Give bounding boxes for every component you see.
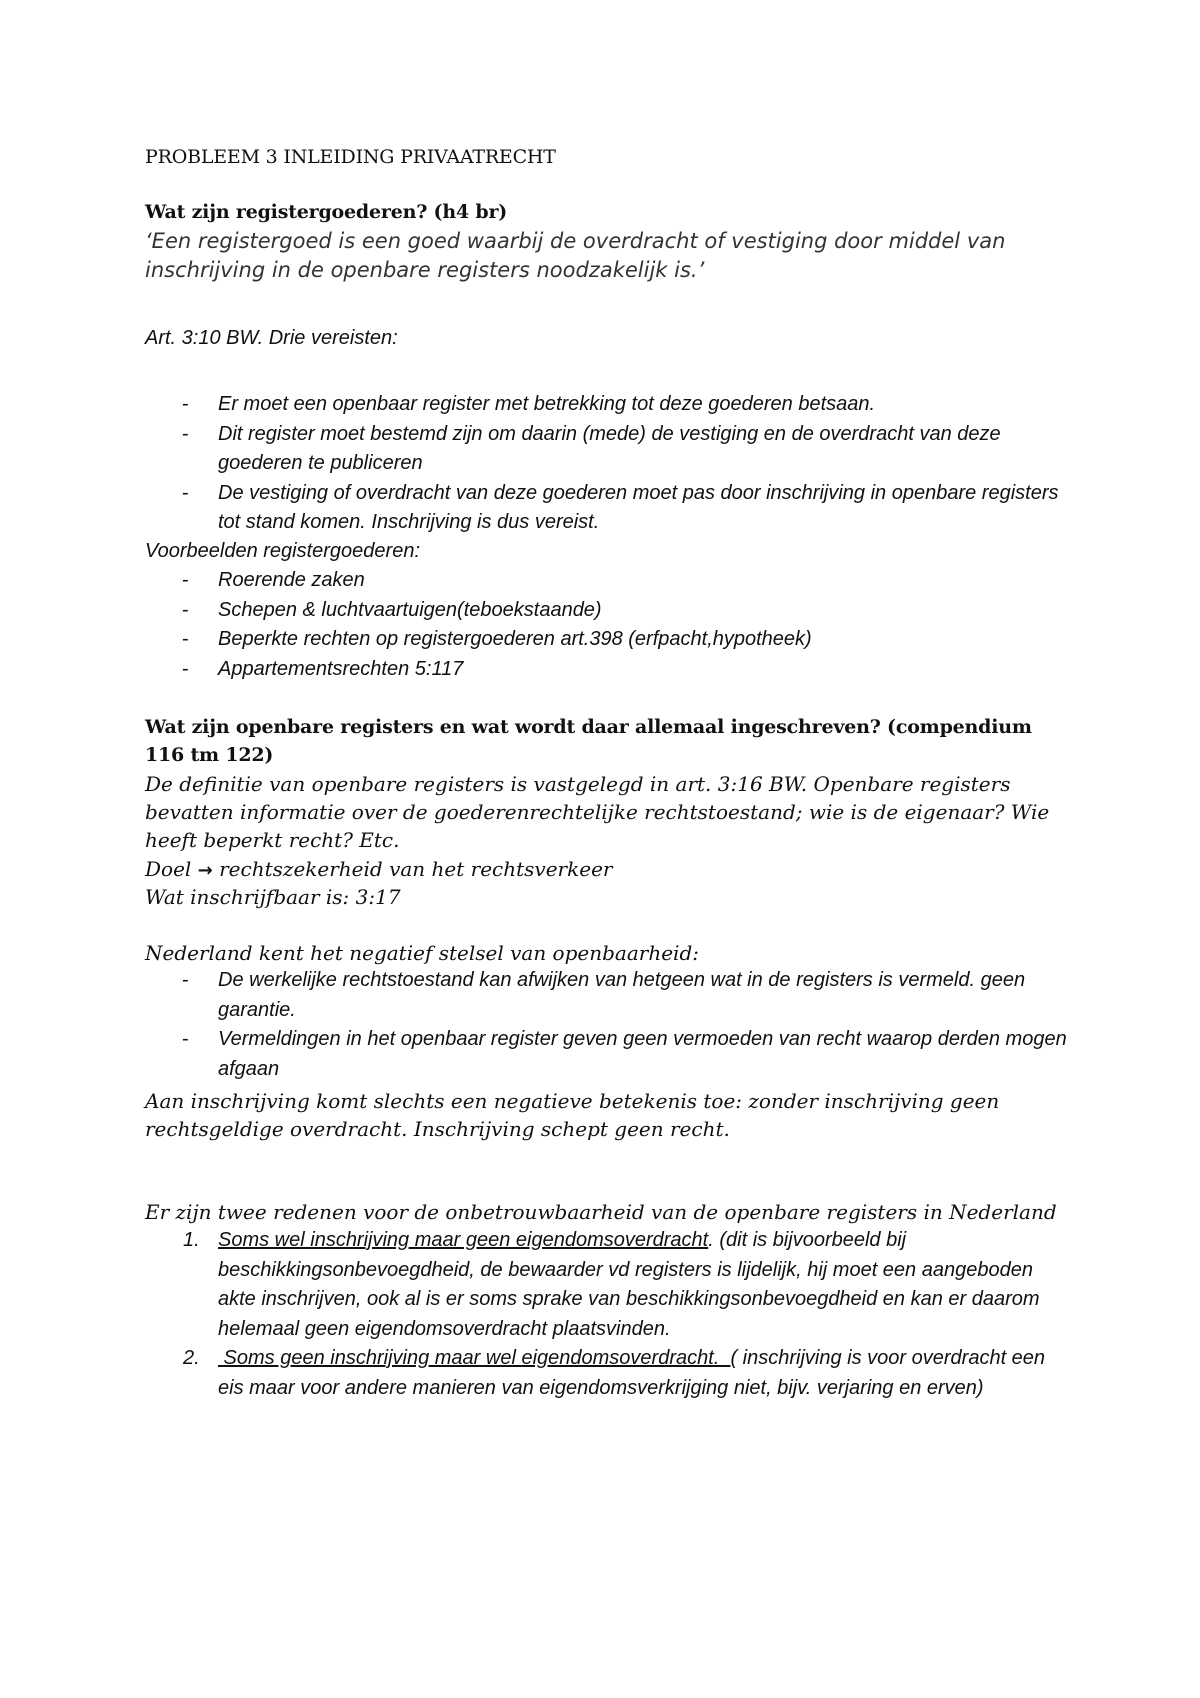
- goal-line: [145, 855, 612, 885]
- document-title: PROBLEEM 3 INLEIDING PRIVAATRECHT: [145, 146, 556, 168]
- examples-list: [145, 566, 1075, 684]
- registergoed-definition-quote: ‘Een registergoed is een goed waarbij de overdracht of vestiging door middel van inschrijving in de openbare registers noodzakelijk is.’: [145, 229, 1006, 282]
- arrow-right-icon: →: [197, 860, 213, 881]
- negative-system-list: [145, 966, 1075, 1084]
- reason-text: ( inschrijving is voor overdracht een eis maar voor andere manieren van eigendomsverkrijging niet, bijv. verjaring en erven): [218, 1347, 1046, 1399]
- list-item: - Dit register moet bestemd zijn om daarin (mede) de vestiging en de overdracht van deze goederen te publiceren: [145, 420, 1075, 479]
- list-item: - Appartementsrechten 5:117: [145, 655, 1075, 685]
- list-item: - Schepen & luchtvaartuigen(teboekstaande): [145, 596, 1075, 626]
- goal-text: rechtszekerheid van het rechtsverkeer: [219, 857, 613, 881]
- negative-meaning-paragraph: Aan inschrijving komt slechts een negatieve betekenis toe: zonder inschrijving geen rechtsgeldige overdracht. Inschrijving schept geen recht.: [145, 1089, 1000, 1141]
- requirements-list: [145, 390, 1075, 538]
- section1-heading: Wat zijn registergoederen? (h4 br): [145, 201, 508, 223]
- requirements-intro: Art. 3:10 BW. Drie vereisten:: [145, 327, 398, 349]
- examples-intro: Voorbeelden registergoederen:: [145, 540, 421, 562]
- list-item: - Roerende zaken: [145, 566, 1075, 596]
- section2-heading: Wat zijn openbare registers en wat wordt daar allemaal ingeschreven? (compendium 116 tm 122): [145, 716, 1032, 766]
- negative-system-intro: Nederland kent het negatief stelsel van openbaarheid:: [145, 941, 699, 965]
- list-item: [145, 1344, 1075, 1403]
- openbare-registers-definition: De definitie van openbare registers is vastgelegd in art. 3:16 BW. Openbare registers bevatten informatie over de goederenrechtelijke rechtstoestand; wie is de eigenaar? Wie heeft beperkt recht? Etc.: [145, 772, 1050, 852]
- list-item: [145, 1226, 1075, 1344]
- reason-underlined: Soms wel inschrijving maar geen eigendomsoverdracht: [218, 1229, 709, 1251]
- goal-label: Doel: [145, 857, 192, 881]
- list-number: 1.: [183, 1229, 200, 1251]
- registrable-line: Wat inschrijfbaar is: 3:17: [145, 885, 401, 909]
- list-number: 2.: [183, 1347, 200, 1369]
- reasons-intro: Er zijn twee redenen voor de onbetrouwbaarheid van de openbare registers in Nederland: [145, 1200, 1057, 1224]
- list-item: - Vermeldingen in het openbaar register geven geen vermoeden van recht waarop derden mogen afgaan: [145, 1025, 1075, 1084]
- reason-text: . (dit is bijvoorbeeld bij beschikkingsonbevoegdheid, de bewaarder vd registers is lijdelijk, hij moet een aangeboden akte inschrijven, ook al is er soms sprake van beschikkingsonbevoegdheid en kan er daarom helemaal geen eigendomsoverdracht plaatsvinden.: [218, 1229, 1040, 1340]
- list-item: - De werkelijke rechtstoestand kan afwijken van hetgeen wat in de registers is vermeld. geen garantie.: [145, 966, 1075, 1025]
- reasons-list: [145, 1226, 1075, 1403]
- list-item: - De vestiging of overdracht van deze goederen moet pas door inschrijving in openbare registers tot stand komen. Inschrijving is dus vereist.: [145, 479, 1075, 538]
- reason-underlined: Soms geen inschrijving maar wel eigendomsoverdracht.: [218, 1347, 731, 1369]
- list-item: - Beperkte rechten op registergoederen art.398 (erfpacht,hypotheek): [145, 625, 1075, 655]
- list-item: - Er moet een openbaar register met betrekking tot deze goederen betsaan.: [145, 390, 1075, 420]
